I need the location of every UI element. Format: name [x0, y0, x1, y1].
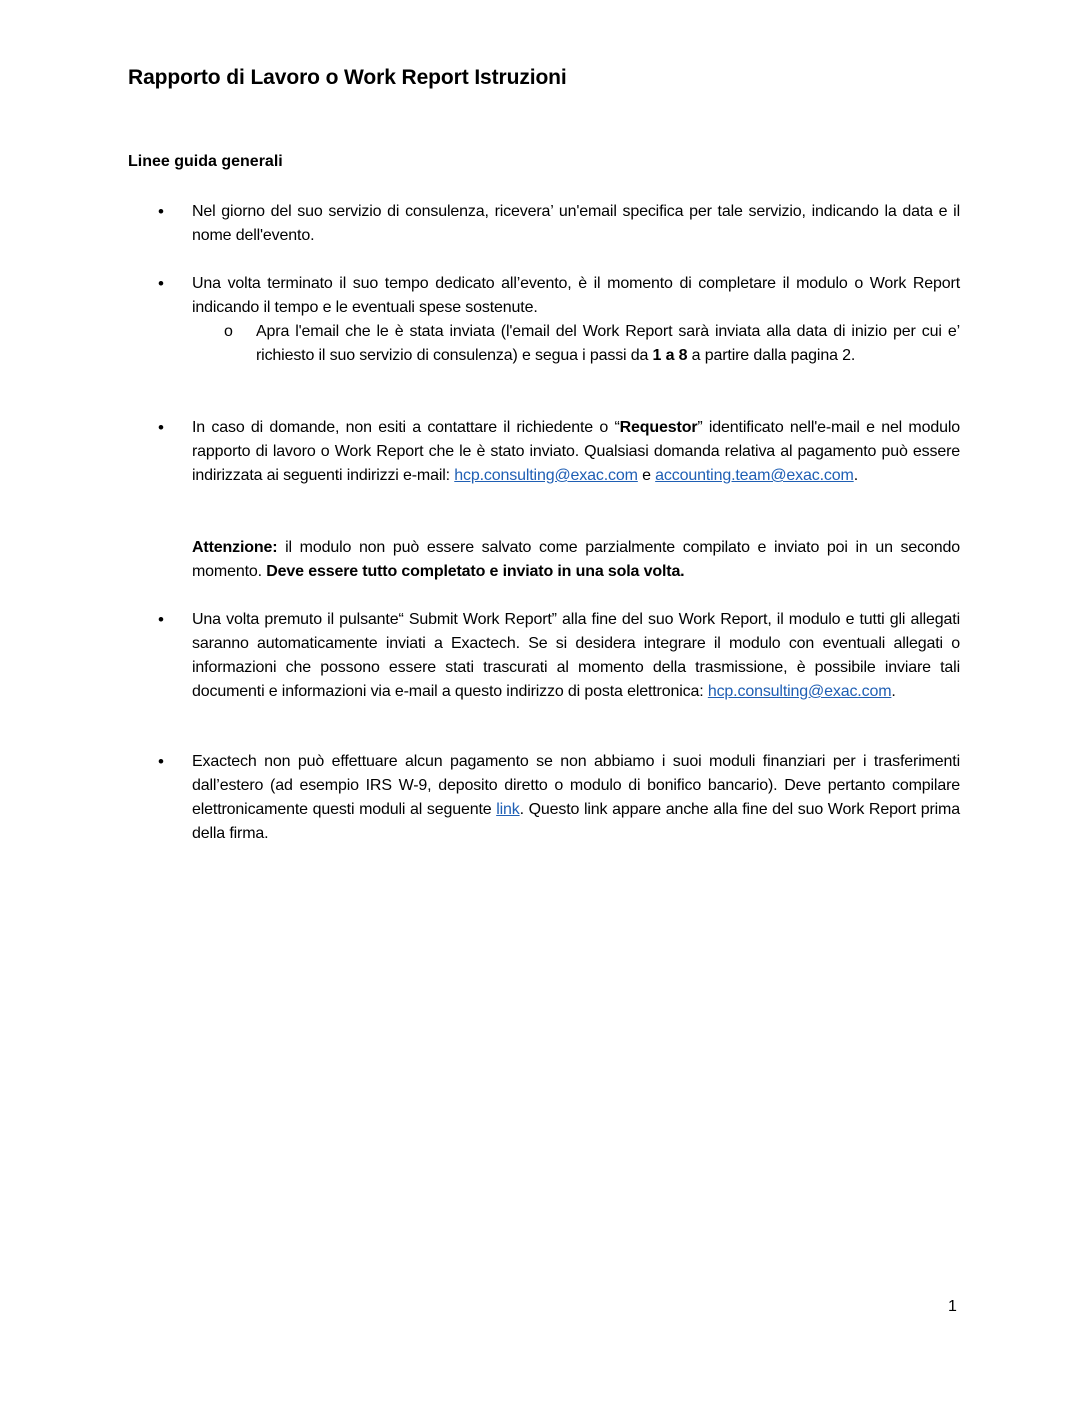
bullet-text-c: e: [637, 467, 656, 484]
attention-note: [192, 536, 960, 584]
steps-range: 1 a 8: [652, 347, 688, 364]
attention-text: il modulo non può essere salvato come parzialmente compilato e inviato poi in un secondo momento.: [192, 539, 960, 580]
attention-emphasis: Deve essere tutto completato e inviato in una sola volta.: [266, 563, 685, 580]
section-heading: Linee guida generali: [128, 153, 283, 170]
bullet-text-a: Exactech non può effettuare alcun pagamento se non abbiamo i suoi moduli finanziari per i trasferimenti dall’estero (ad esempio IRS W-9, deposito diretto o modulo di bonifico bancario). Deve pertanto compilare elettronicamente questi moduli al seguente: [192, 753, 960, 818]
bullet-item-1: [158, 200, 960, 248]
bullet-text-b: . Questo link appare anche alla fine del suo Work Report prima della firma.: [192, 801, 960, 842]
bullet-text: Nel giorno del suo servizio di consulenza, ricevera’ un'email specifica per tale servizio, indicando la data e il nome dell'evento.: [192, 203, 960, 244]
bullet-text-a: Una volta premuto il pulsante“ Submit Work Report” alla fine del suo Work Report, il modulo e tutti gli allegati saranno automaticamente inviati a Exactech. Se si desidera integrare il modulo con eventuali allegati o informazioni che possono essere stati trascurati al momento della trasmissione, è possibile inviare tali documenti e informazioni via e-mail a questo indirizzo di posta elettronica:: [192, 611, 960, 700]
bullet-icon: •: [158, 418, 164, 437]
page-number: 1: [948, 1298, 957, 1315]
sub-bullet-text-b: a partire dalla pagina 2.: [687, 347, 856, 364]
bullet-text-b: .: [891, 683, 896, 700]
bullet-text-a: In caso di domande, non esiti a contattare il richiedente o “: [192, 419, 620, 436]
requestor-term: Requestor: [619, 419, 698, 436]
bullet-item-3: [158, 416, 960, 488]
bullet-icon: •: [158, 274, 164, 293]
accounting-team-email-link[interactable]: accounting.team@exac.com: [655, 467, 854, 484]
financial-forms-link[interactable]: link: [496, 801, 520, 818]
bullet-text-d: .: [853, 467, 858, 484]
bullet-text: Una volta terminato il suo tempo dedicato all’evento, è il momento di completare il modulo o Work Report indicando il tempo e le eventuali spese sostenute.: [192, 275, 960, 316]
circle-bullet-icon: o: [224, 323, 233, 340]
bullet-icon: •: [158, 752, 164, 771]
bullet-text-b: ” identificato nell'e-mail e nel modulo rapporto di lavoro o Work Report che le è stato inviato. Qualsiasi domanda relativa al pagamento può essere indirizzata ai seguenti indirizzi e-mail:: [192, 419, 960, 484]
sub-bullet-text-a: Apra l'email che le è stata inviata (l'email del Work Report sarà inviata alla data di inizio per cui e’ richiesto il suo servizio di consulenza) e segua i passi da: [256, 323, 960, 364]
bullet-item-5: [158, 750, 960, 846]
document-title: Rapporto di Lavoro o Work Report Istruzioni: [128, 66, 567, 89]
attention-label: Attenzione:: [192, 539, 278, 556]
bullet-icon: •: [158, 610, 164, 629]
bullet-item-4: [158, 608, 960, 704]
bullet-item-2: [158, 272, 960, 320]
hcp-consulting-email-link[interactable]: hcp.consulting@exac.com: [454, 467, 638, 484]
hcp-consulting-email-link-2[interactable]: hcp.consulting@exac.com: [707, 683, 892, 700]
sub-bullet-item: [224, 320, 960, 368]
bullet-icon: •: [158, 202, 164, 221]
